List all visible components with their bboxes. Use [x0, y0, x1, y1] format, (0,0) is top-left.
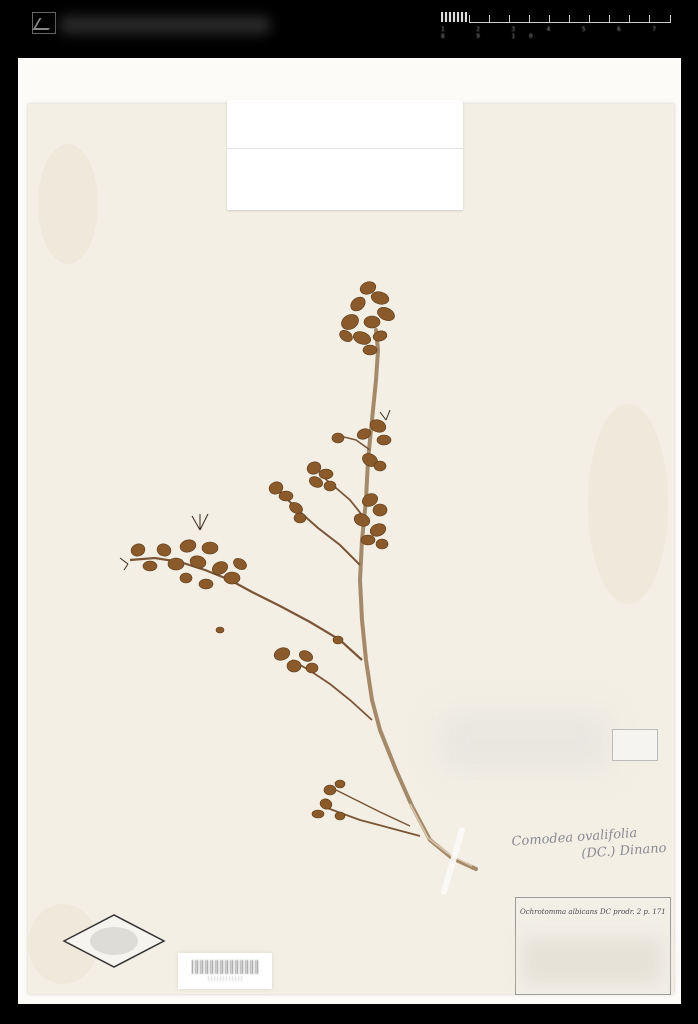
- branch-left: [130, 558, 362, 660]
- small-stamp-box: [612, 729, 658, 761]
- annotation-line-1: Comodea ovalifolia: [511, 825, 638, 850]
- leaf-clusters: [129, 280, 396, 820]
- barcode-icon: [192, 960, 258, 974]
- determination-label-blurred: [522, 938, 662, 984]
- determination-label-text: Ochrotomma albicans DC prodr. 2 p. 171: [520, 908, 666, 916]
- stamp-diamond-icon: [62, 913, 166, 969]
- branch-lower: [292, 660, 372, 720]
- main-stem: [360, 330, 476, 869]
- blurred-label-region: [440, 712, 610, 772]
- barcode-label: [178, 953, 272, 989]
- barcode-number: ||||||||||||: [206, 976, 244, 982]
- branch-bottom-2: [336, 790, 410, 826]
- ruler-numbers: 1 2 3 4 5 6 7 8 9 10: [441, 26, 670, 40]
- determination-label: [515, 897, 671, 995]
- annotation-line-2: (DC.) Dinano: [580, 840, 667, 862]
- branch-bottom: [322, 806, 420, 836]
